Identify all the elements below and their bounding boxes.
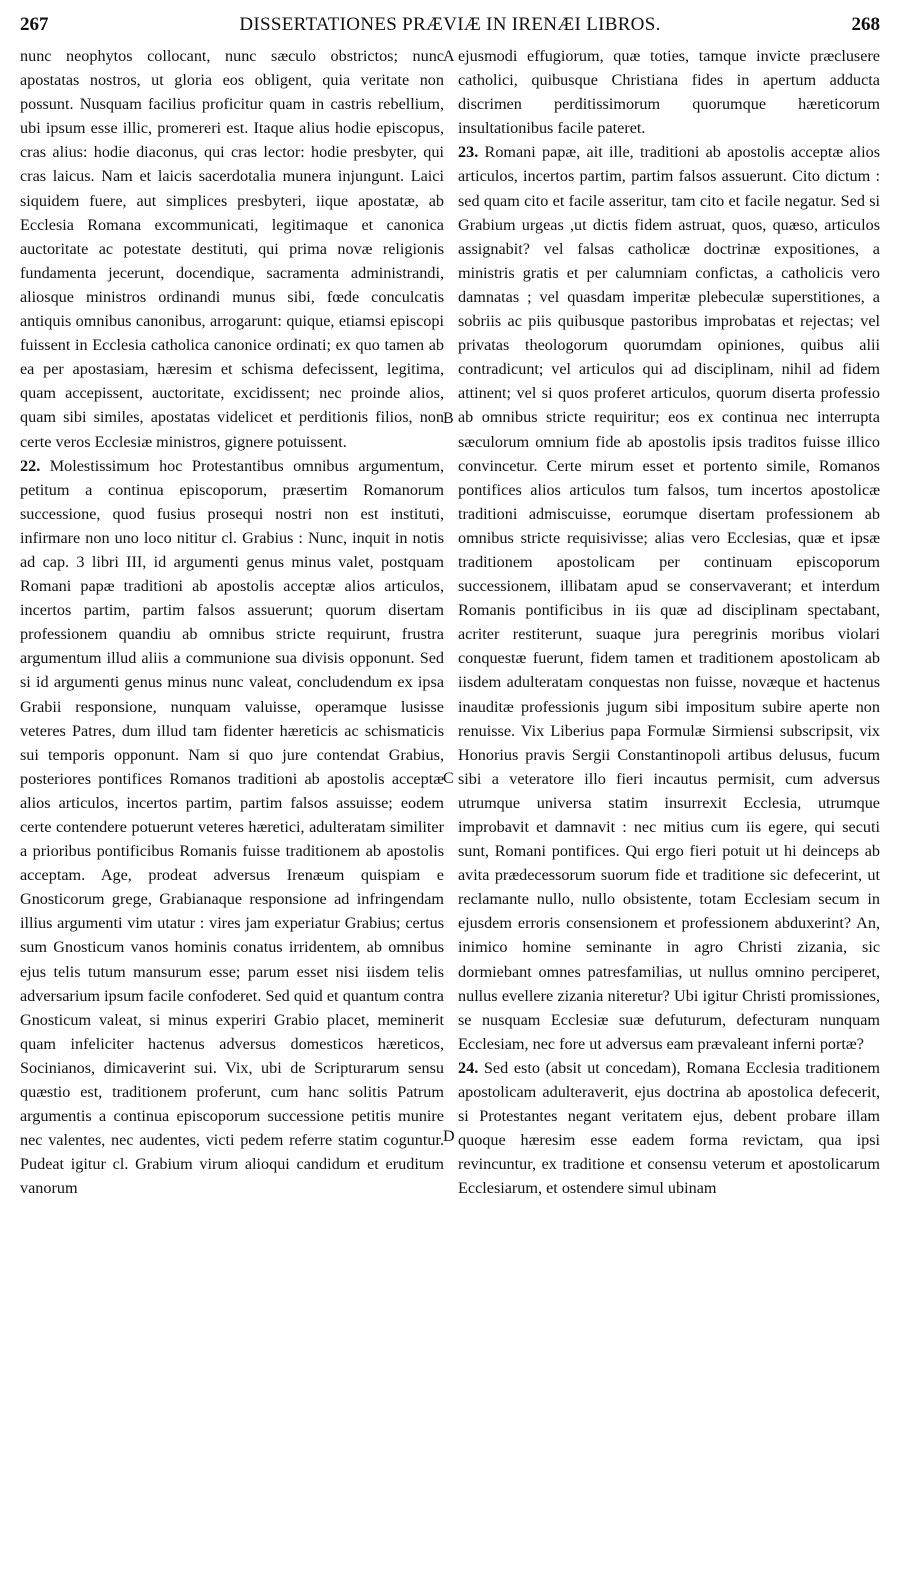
paragraph-number: 22. <box>20 456 41 475</box>
paragraph-text: Molestissimum hoc Protestantibus omnibus argumentum, petitum a continua episcoporum, præsertim Romanorum successione, quod fusius prosequi nostri non est instituti, infirmare non uno loco nititur cl. Grabius : Nunc, inquit in notis ad cap. 3 libri III, id argumenti genus minus valet, postquam Romani papæ traditioni ab apostolis acceptæ alios articulos, incertos partim, partim falsos assuerunt; quorum disertam professionem quandiu ab omnibus stricte requirunt, frustra argumentum illud aliis a communione sua divisis opponunt. Sed si id argumenti genus minus nunc valeat, concludendum ex ipsa Grabii responsione, nunquam valuisse, operamque lusisse veteres Patres, dum illud tam fidenter hæreticis ac schismaticis sui temporis opponunt. Nam si quo jure contendat Grabius, posteriores pontifices Romanos traditioni ab apostolis acceptæ alios articulos, incertos partim, partim falsos assuisse; eodem certe contendere potuerunt veteres hæretici, adulteratam similiter a prioribus pontificibus Romanis fuisse traditionem ab apostolis acceptam. Age, prodeat adversus Irenæum quispiam e Gnosticorum grege, Grabianaque responsione ad infringendam illius argumenti vim utatur : vires jam experiatur Grabius; certus sum Gnosticum vanos hominis conatus irridentem, ab omnibus ejus telis tutum mansurum esse; parum esset nisi iisdem telis adversarium ipsum facile confoderet. Sed quid et quantum contra Gnosticum valeat, si minus experiri Grabio placet, meminerit quam infeliciter hactenus adversus domesticos hæreticos, Socinianos, dimicaverint sui. Vix, ubi de Scripturarum sensu quæstio est, traditionem proferunt, cum hanc solitis Patrum argumentis a continua episcoporum successione petitis munire nec valentes, nec audentes, victi pedem referre statim coguntur. Pudeat igitur cl. Grabium virum alioqui candidum et eruditum vanorum <box>20 456 444 1198</box>
page-number-right: 268 <box>851 14 880 35</box>
margin-letter-a: A <box>443 48 455 65</box>
right-paragraph-continued: ejusmodi effugiorum, quæ toties, tamque invicte præclusere catholici, quibusque Christiana fides in apertum adducta discrimen perditissimorum quorumque hæreticorum insultationibus facile pateret. <box>458 47 880 138</box>
paragraph-number: 24. <box>458 1058 479 1077</box>
left-column <box>20 44 444 1201</box>
paragraph-text: Sed esto (absit ut concedam), Romana Ecclesia traditionem apostolicam adulteraverit, ejus doctrina ab apostolica defecerit, si Protestantes negant veritatem ejus, debent probare illam quoque hæresim esse eadem forma revictam, qua ipsi revincuntur, ex traditione et consensu veterum et apostolicarum Ecclesiarum, et ostendere simul ubinam <box>458 1058 881 1198</box>
right-paragraph-23 <box>458 140 880 1056</box>
margin-letter-d: D <box>443 1128 455 1145</box>
paragraph-number: 23. <box>458 143 479 162</box>
right-paragraph-24 <box>458 1056 880 1201</box>
margin-letter-b: B <box>443 410 454 427</box>
running-header <box>20 14 880 40</box>
left-paragraph-continued: nunc neophytos collocant, nunc sæculo obstrictos; nunc apostatas nostros, ut gloria eos obligent, quia veritate non possunt. Nusquam facilius proficitur quam in castris rebellium, ubi ipsum esse illic, promereri est. Itaque alius hodie episcopus, cras alius: hodie diaconus, qui cras lector: hodie presbyter, qui cras laicus. Nam et laicis sacerdotalia munera injungunt. Laici siquidem fuere, aut simplices presbyteri, iique apostatæ, ab Ecclesia Romana excommunicati, legitimaque et canonica auctoritate ac potestate destituti, qui prima novæ religionis fundamenta jecerunt, docendique, sacramenta administrandi, aliosque ministros ordinandi munus sibi, fœde conculcatis antiquis omnibus canonibus, arrogarunt: quique, etiamsi episcopi fuissent in Ecclesia catholica canonice ordinati; ex quo tamen ab ea per apostasiam, hæresim et schisma defecissent, legitima, quam accepissent, auctoritate, excidissent; nec proinde alios, quam sibi similes, apostatas videlicet et perditionis filios, non certe veros Ecclesiæ ministros, gignere potuissent. <box>20 47 444 451</box>
right-column <box>458 44 880 1201</box>
running-title: DISSERTATIONES PRÆVIÆ IN IRENÆI LIBROS. <box>239 14 661 35</box>
margin-letter-c: C <box>443 770 454 787</box>
left-paragraph-22 <box>20 454 444 1201</box>
page-number-left: 267 <box>20 14 49 35</box>
paragraph-text: Romani papæ, ait ille, traditioni ab apostolis acceptæ alios articulos, incertos partim, partim falsos assuerunt. Cito dictum : sed quam cito et facile asseritur, tam cito et facile negatur. Sed si Grabium urgeas ,ut dictis fidem astruat, quos, quæso, articulos assignabit? vel falsas catholicæ doctrinæ expositiones, a ministris gratis et per calumniam confictas, a catholicis vero damnatas ; vel quasdam imperitæ plebeculæ superstitiones, a sobriis ac piis quibusque pastoribus improbatas et rejectas; vel privatas theologorum quorumdam opiniones, quibus alii contradicunt; vel articulos qui ad disciplinam, nihil ad fidem attinent; vel si quos proferet articulos, quorum diserta professio ab omnibus stricte requiritur; eos ex continua nec interrupta sæculorum omnium fide ab apostolis ipsis traditos fuisse illico convincetur. Certe mirum esset et portento simile, Romanos pontifices alios articulos tum falsos, tum incertos apostolicæ traditioni admiscuisse, eorumque disertam professionem ab omnibus stricte requisivisse; alias vero Ecclesias, quæ et ipsæ traditionem apostolicam per continuam episcoporum successionem, illibatam apud se conservaverant; et interdum Romanis pontificibus in iis quæ ad disciplinam spectabant, acriter restiterunt, suaque jura peregrinis moribus violari conquestæ fuerunt, fidem tamen et traditionem apostolicam ab iisdem adulteratam conquestas non fuisse, novæque et hactenus inauditæ professionis jugum sibi impositum subire aperte non renuisse. Vix Liberius papa Formulæ Sirmiensi subscripsit, vix Honorius pravis Sergii Constantinopoli artibus delusus, fucum sibi a veteratore illo fieri incautus permisit, cum adversus utrumque universa statim insurrexit Ecclesia, utrumque improbavit et damnavit : nec mitius cum iis egere, qui secuti sunt, Romani pontifices. Qui ergo fieri potuit ut hi deinceps ab avita prædecessorum suorum fide et traditione sic defecerint, ut reclamante nullo, nullo obsistente, totam Ecclesiam secum in ejusdem erroris consensionem et professionem abduxerint? An, inimico homine seminante in agro Christi zizania, sic dormiebant omnes patresfamilias, ut nullus omnino perciperet, nullus evellere zizania niteretur? Ubi igitur Christi promissiones, se nusquam Ecclesiæ suæ defuturum, defecturam nunquam Ecclesiam, nec fore ut adversus eam prævaleant inferni portæ? <box>458 143 880 1053</box>
